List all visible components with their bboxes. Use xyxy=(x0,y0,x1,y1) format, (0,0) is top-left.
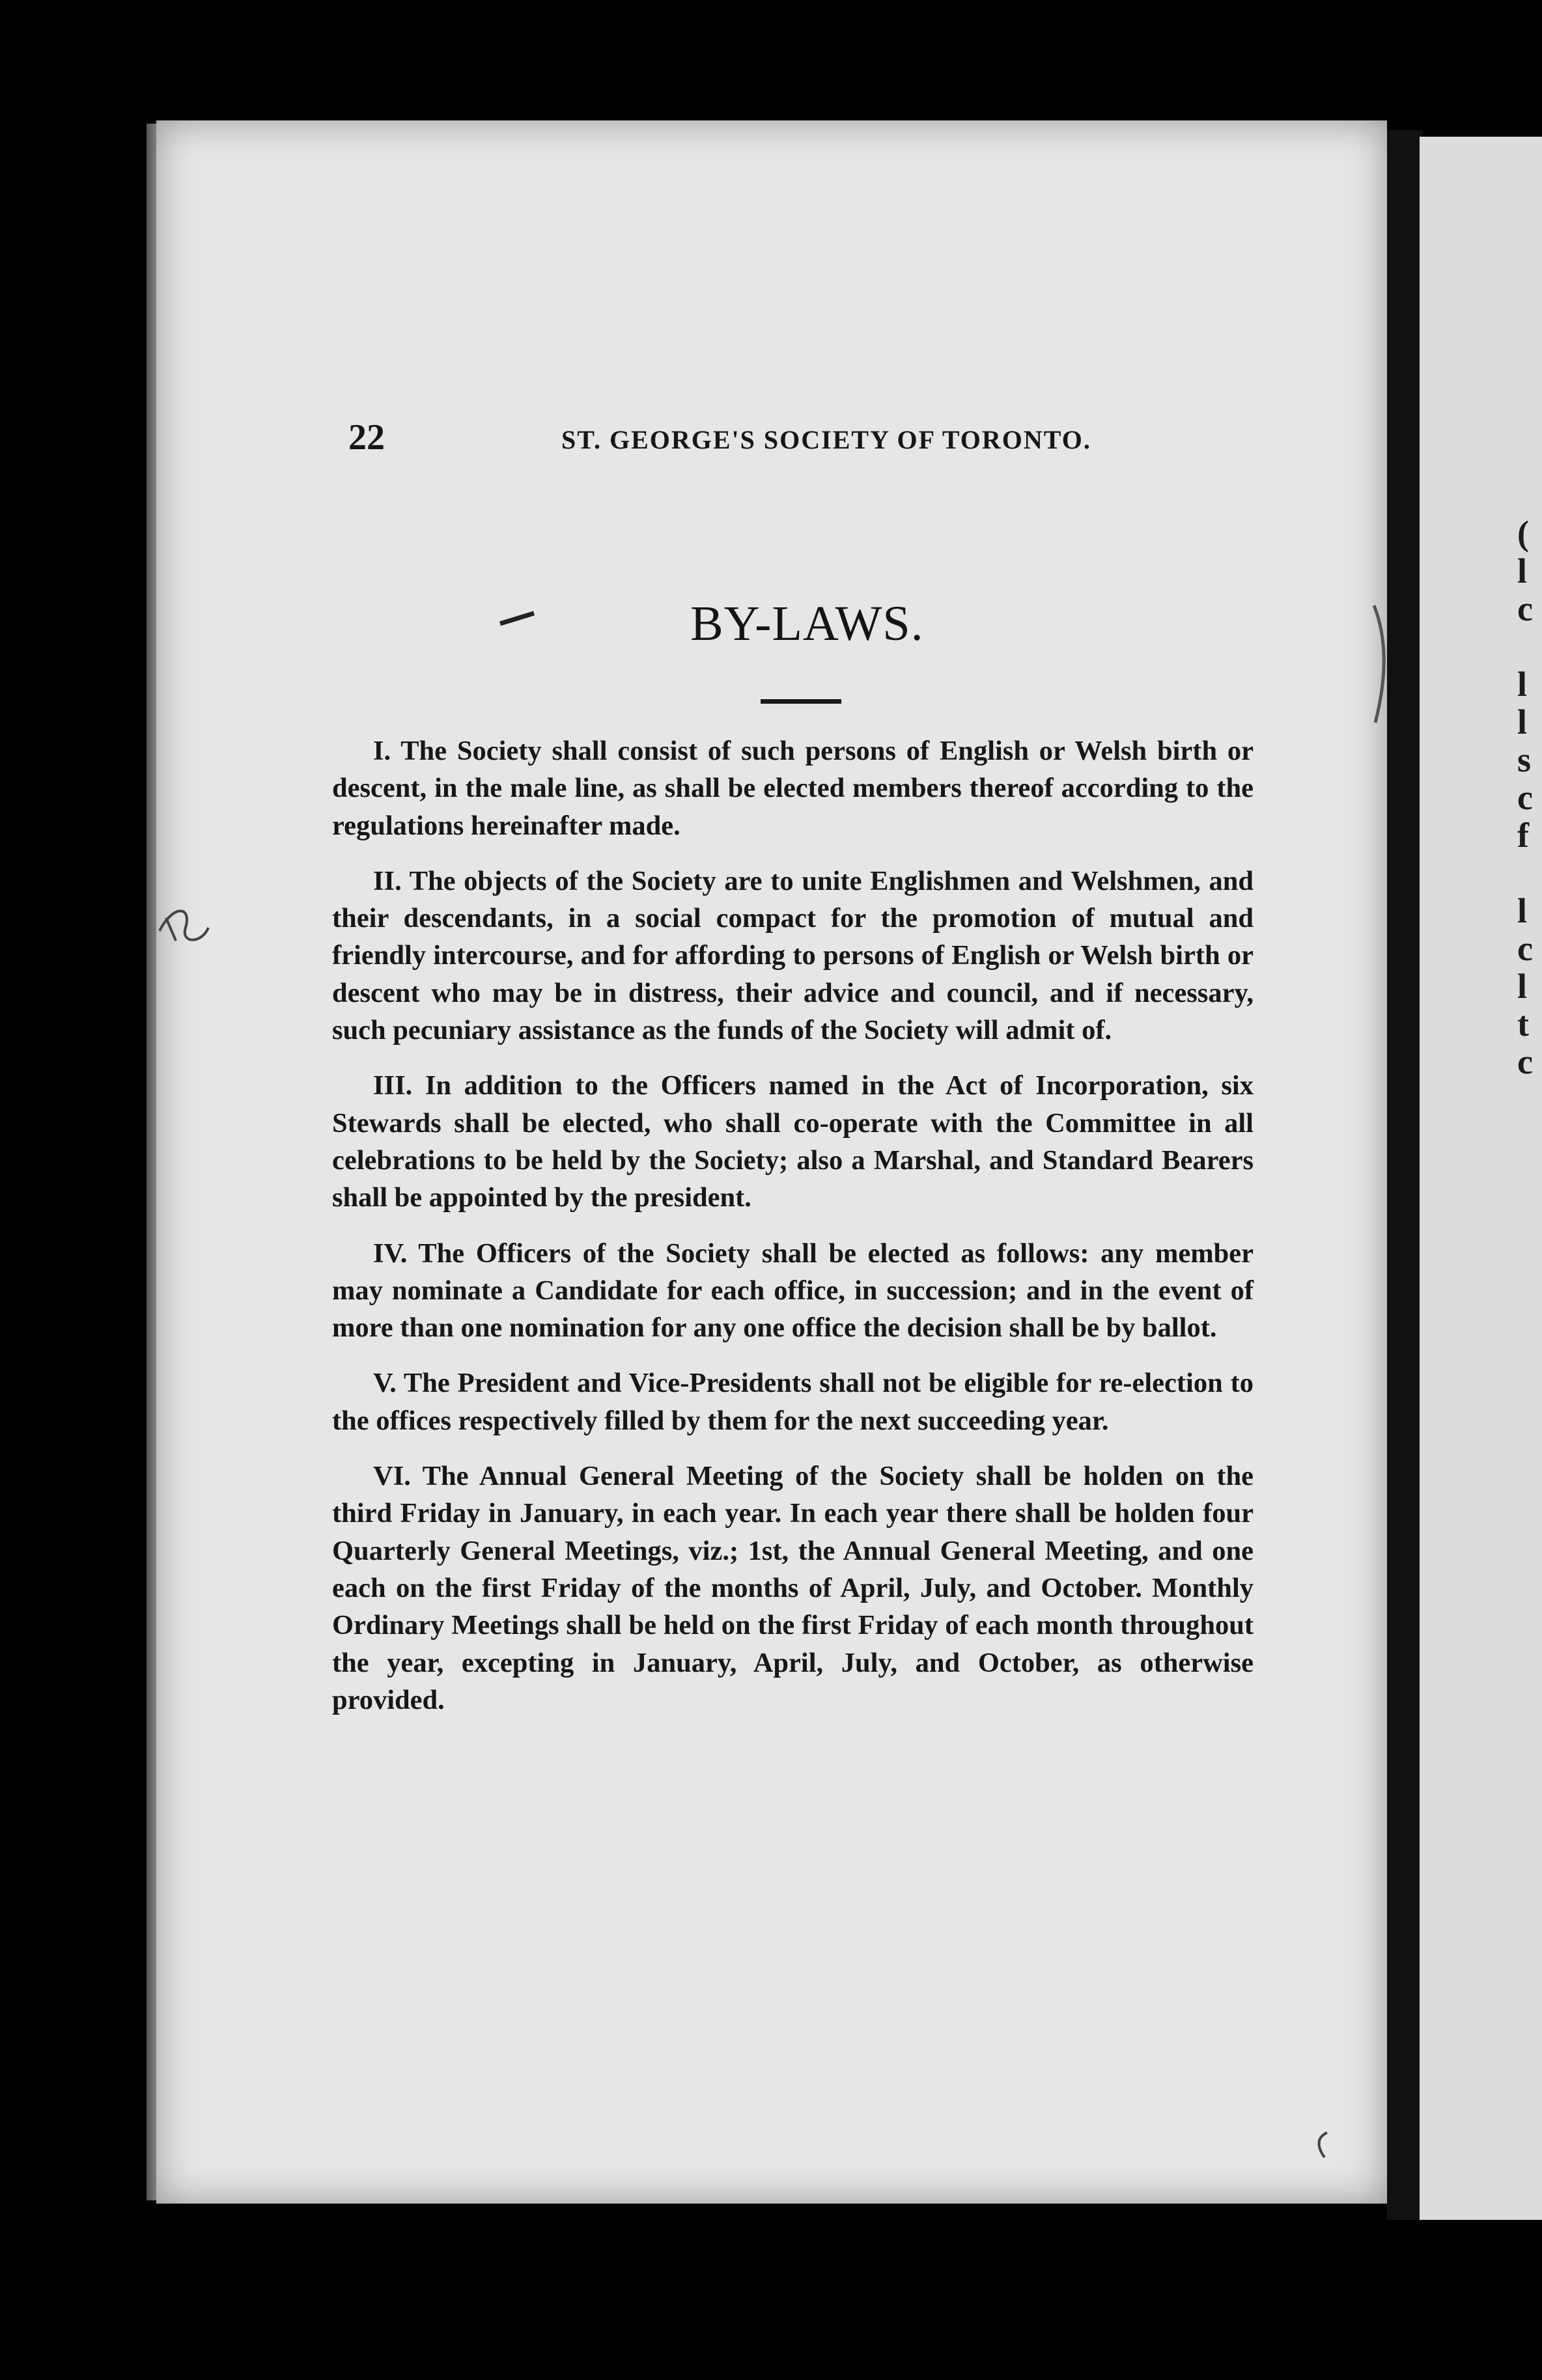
running-title: ST. GEORGE'S SOCIETY OF TORONTO. xyxy=(561,425,1091,454)
heading-rule xyxy=(761,699,841,704)
pencil-mark-icon xyxy=(495,605,540,631)
article-paragraph: I. The Society shall consist of such persons of English or Welsh birth or descent, in the male line, as shall be elected members thereof according to the regulations hereinafter made. xyxy=(332,736,1254,841)
section-heading: BY-LAWS. xyxy=(690,596,924,651)
article-paragraph: IV. The Officers of the Society shall be elected as follows: any member may nominate a Candidate for each office, in succession; and in the event of more than one nomination for any one office the decision shall be by ballot. xyxy=(332,1238,1254,1344)
facing-page-edge xyxy=(1420,137,1542,2220)
pencil-mark-icon xyxy=(1367,599,1394,729)
article-paragraph: V. The President and Vice-Presidents shall not be eligible for re-election to the offices respectively filled by them for the next succeeding year. xyxy=(332,1368,1254,1436)
page-number: 22 xyxy=(348,417,385,458)
pencil-mark-icon xyxy=(147,892,225,963)
book-gutter xyxy=(1387,130,1423,2220)
article-paragraph: II. The objects of the Society are to unite Englishmen and Welshmen, and their descendants, in a social compact for the promotion of mutual and friendly intercourse, and for affording to persons of English or Welsh birth or descent who may be in distress, their advice and council, and if necessary, such pecuniary assistance as the funds of the Society will admit of. xyxy=(332,865,1254,1046)
pencil-mark-icon xyxy=(1309,2129,1335,2161)
facing-page-text-fragments: ( l c l l s c f l c l t c xyxy=(1517,514,1533,1081)
article-paragraph: VI. The Annual General Meeting of the Society shall be holden on the third Friday in January, in each year. In each year there shall be holden four Quarterly General Meetings, viz.; 1st, the Annual General Meeting, and one each on the first Friday of the months of April, July, and October. Monthly Ordinary Meetings shall be held on the first Friday of each month throughout the year, excepting in January, April, July, and October, as otherwise provided. xyxy=(332,1461,1254,1715)
by-laws-text xyxy=(332,732,1254,1737)
article-paragraph: III. In addition to the Officers named in the Act of Incorporation, six Stewards shall be elected, who shall co-operate with the Committee in all celebrations to be held by the Society; also a Marshal, and Standard Bearers shall be appointed by the president. xyxy=(332,1070,1254,1213)
